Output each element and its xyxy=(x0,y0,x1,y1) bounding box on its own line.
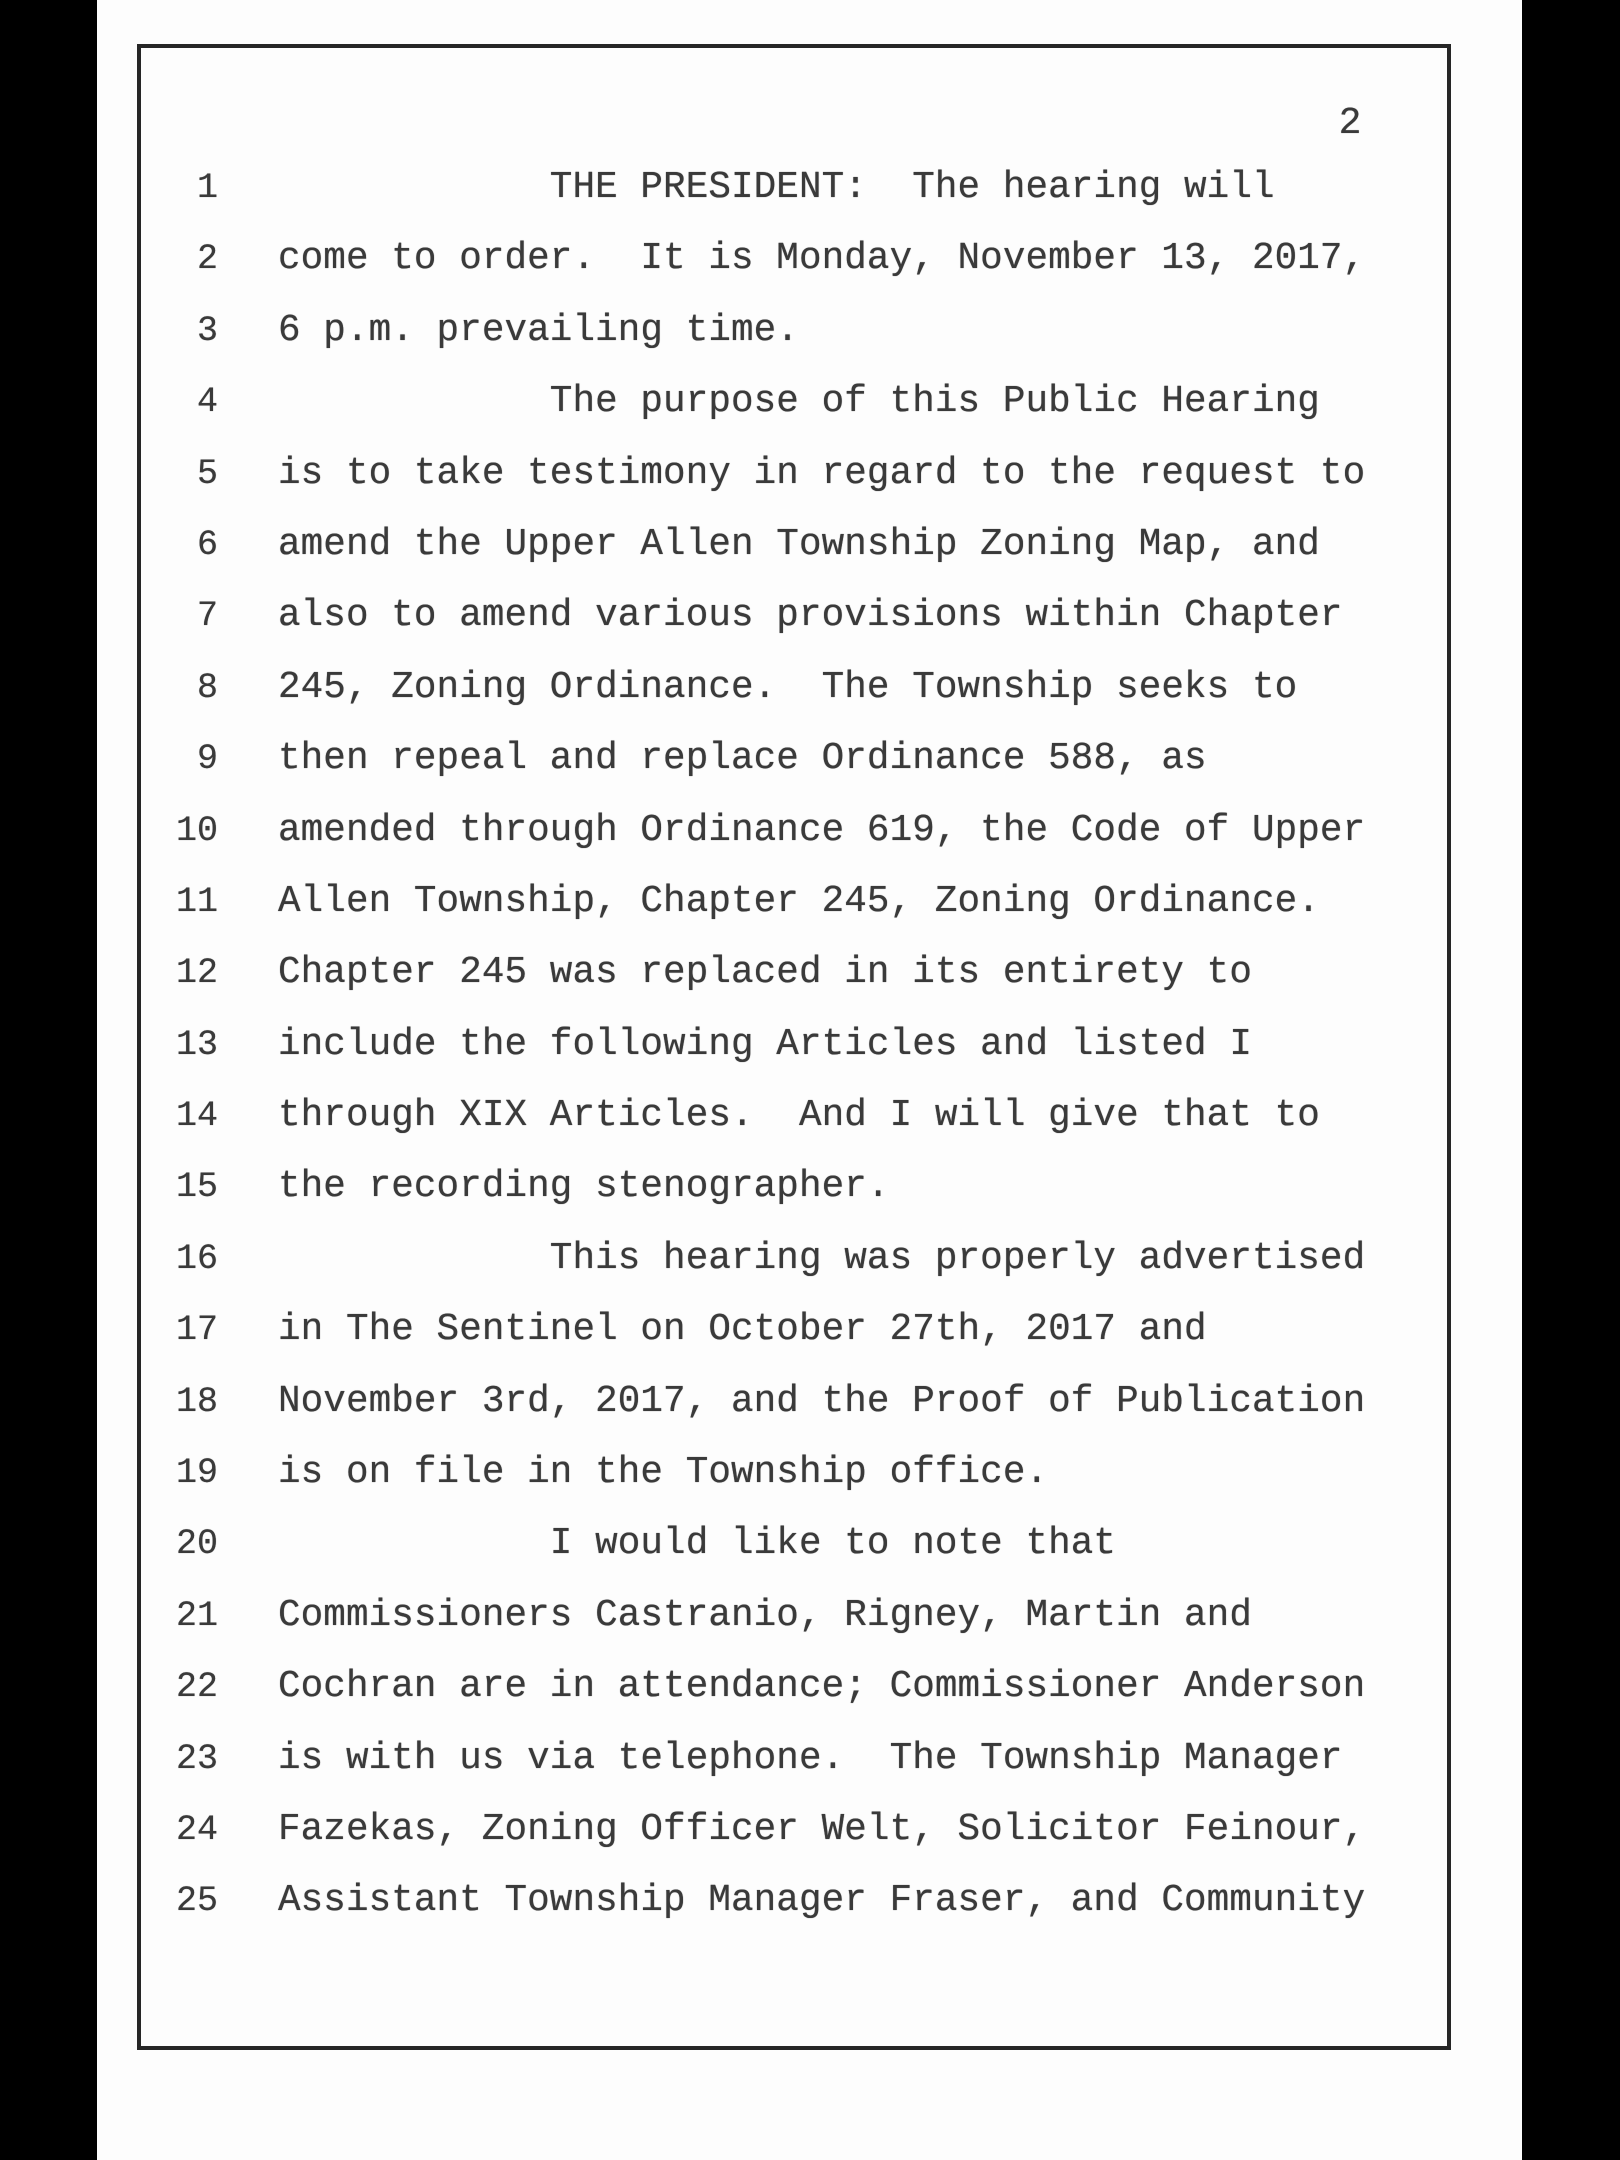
line-number: 19 xyxy=(175,1453,218,1494)
transcript-lines xyxy=(0,153,1620,1938)
line-number: 12 xyxy=(175,953,218,994)
line-number: 8 xyxy=(196,667,218,708)
line-text: Chapter 245 was replaced in its entirety to xyxy=(278,952,1252,995)
line-text: November 3rd, 2017, and the Proof of Publication xyxy=(278,1380,1366,1423)
line-text: Allen Township, Chapter 245, Zoning Ordinance. xyxy=(278,880,1320,923)
line-number: 13 xyxy=(175,1024,218,1065)
line-number: 14 xyxy=(175,1096,218,1137)
line-number: 4 xyxy=(196,382,218,423)
line-number: 9 xyxy=(196,739,218,780)
line-number: 11 xyxy=(175,881,218,922)
line-number: 21 xyxy=(175,1595,218,1636)
line-number: 23 xyxy=(175,1738,218,1779)
line-number: 15 xyxy=(175,1167,218,1208)
transcript-line xyxy=(0,1010,1620,1081)
line-number: 3 xyxy=(196,310,218,351)
transcript-line xyxy=(0,1724,1620,1795)
transcript-line xyxy=(0,1081,1620,1152)
transcript-line xyxy=(0,1224,1620,1295)
line-text: amended through Ordinance 619, the Code of Upper xyxy=(278,809,1366,852)
transcript-line xyxy=(0,1795,1620,1866)
transcript-line xyxy=(0,367,1620,438)
line-number: 25 xyxy=(175,1881,218,1922)
line-text: is on file in the Township office. xyxy=(278,1452,1049,1495)
line-text: The purpose of this Public Hearing xyxy=(278,381,1320,424)
line-number: 20 xyxy=(175,1524,218,1565)
line-number: 17 xyxy=(175,1310,218,1351)
transcript-line xyxy=(0,581,1620,652)
line-text: Cochran are in attendance; Commissioner Anderson xyxy=(278,1666,1366,1709)
transcript-line xyxy=(0,1367,1620,1438)
transcript-line xyxy=(0,724,1620,795)
line-text: This hearing was properly advertised xyxy=(278,1237,1366,1280)
line-number: 10 xyxy=(175,810,218,851)
line-text: 6 p.m. prevailing time. xyxy=(278,309,799,352)
transcript-line xyxy=(0,1866,1620,1937)
transcript-line xyxy=(0,1152,1620,1223)
line-text: Assistant Township Manager Fraser, and Community xyxy=(278,1880,1366,1923)
transcript-line xyxy=(0,1652,1620,1723)
transcript-line xyxy=(0,938,1620,1009)
line-number: 22 xyxy=(175,1667,218,1708)
line-text: come to order. It is Monday, November 13, 2017, xyxy=(278,238,1366,281)
line-text: through XIX Articles. And I will give that to xyxy=(278,1095,1320,1138)
line-text: in The Sentinel on October 27th, 2017 and xyxy=(278,1309,1207,1352)
line-text: then repeal and replace Ordinance 588, as xyxy=(278,738,1207,781)
transcript-line xyxy=(0,510,1620,581)
transcript-line xyxy=(0,1581,1620,1652)
transcript-line xyxy=(0,1438,1620,1509)
line-text: is with us via telephone. The Township Manager xyxy=(278,1737,1343,1780)
line-number: 5 xyxy=(196,453,218,494)
transcript-line xyxy=(0,1295,1620,1366)
line-number: 24 xyxy=(175,1809,218,1850)
transcript-line xyxy=(0,1509,1620,1580)
line-text: include the following Articles and listed I xyxy=(278,1023,1252,1066)
line-number: 16 xyxy=(175,1238,218,1279)
line-text: Fazekas, Zoning Officer Welt, Solicitor Feinour, xyxy=(278,1808,1366,1851)
transcript-line xyxy=(0,153,1620,224)
line-text: I would like to note that xyxy=(278,1523,1117,1566)
line-number: 18 xyxy=(175,1381,218,1422)
line-text: amend the Upper Allen Township Zoning Map, and xyxy=(278,523,1320,566)
transcript-line xyxy=(0,439,1620,510)
line-text: also to amend various provisions within Chapter xyxy=(278,595,1343,638)
page-number: 2 xyxy=(1338,102,1362,145)
transcript-line xyxy=(0,796,1620,867)
transcript-line xyxy=(0,867,1620,938)
transcript-line xyxy=(0,653,1620,724)
line-number: 6 xyxy=(196,524,218,565)
line-number: 2 xyxy=(196,239,218,280)
line-text: is to take testimony in regard to the request to xyxy=(278,452,1366,495)
line-text: THE PRESIDENT: The hearing will xyxy=(278,167,1275,209)
line-number: 7 xyxy=(196,596,218,637)
line-text: 245, Zoning Ordinance. The Township seeks to xyxy=(278,666,1298,709)
line-text: the recording stenographer. xyxy=(278,1166,890,1209)
line-text: Commissioners Castranio, Rigney, Martin and xyxy=(278,1594,1252,1637)
line-number: 1 xyxy=(196,168,218,208)
transcript-line xyxy=(0,296,1620,367)
transcript-line xyxy=(0,224,1620,295)
